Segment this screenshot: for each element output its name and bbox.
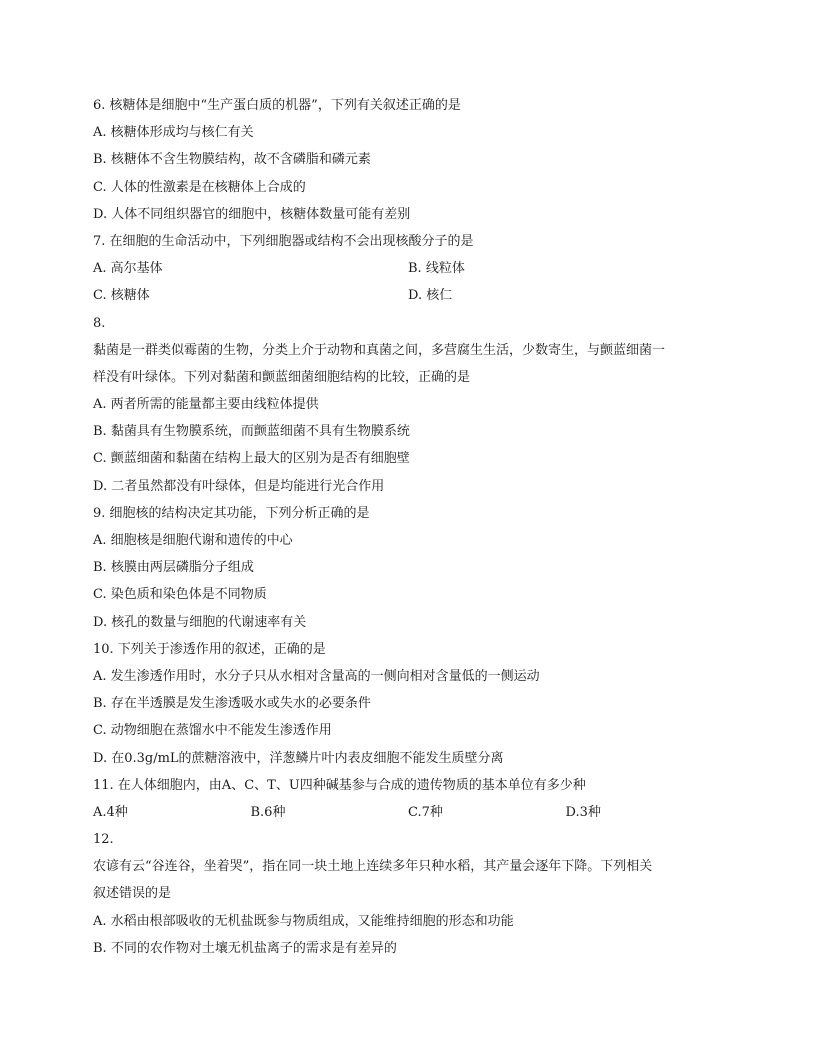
- question-7-options-row-1: [93, 255, 723, 282]
- question-7-stem: 7. 在细胞的生命活动中，下列细胞器或结构不会出现核酸分子的是: [93, 233, 474, 249]
- question-8-stem-line-1: 黏菌是一群类似霉菌的生物，分类上介于动物和真菌之间，多营腐生生活，少数寄生，与颤蓝细菌一: [93, 342, 666, 358]
- question-8-option-b: B. 黏菌具有生物膜系统，而颤蓝细菌不具有生物膜系统: [93, 424, 410, 440]
- question-12-stem-line-2: 叙述错误的是: [93, 886, 172, 902]
- question-6-option-b: B. 核糖体不含生物膜结构，故不含磷脂和磷元素: [93, 152, 371, 168]
- question-7-option-a: A. 高尔基体: [93, 261, 163, 277]
- question-11-option-c: C.7种: [408, 804, 443, 820]
- question-6-option-d: D. 人体不同组织器官的细胞中，核糖体数量可能有差别: [93, 206, 411, 222]
- question-6-stem: 6. 核糖体是细胞中“生产蛋白质的机器”，下列有关叙述正确的是: [93, 98, 461, 113]
- question-10-option-c: C. 动物细胞在蒸馏水中不能发生渗透作用: [93, 723, 332, 739]
- question-9-option-d: D. 核孔的数量与细胞的代谢速率有关: [93, 614, 307, 630]
- question-9-option-a: A. 细胞核是细胞代谢和遗传的中心: [93, 533, 293, 548]
- question-8-option-a: A. 两者所需的能量都主要由线粒体提供: [93, 397, 319, 413]
- question-10-option-d: D. 在0.3g/mL的蔗糖溶液中，洋葱鳞片叶内表皮细胞不能发生质壁分离: [93, 750, 504, 766]
- question-11-option-b: B.6种: [250, 804, 286, 820]
- question-11-stem: 11. 在人体细胞内，由A、C、T、U四种碱基参与合成的遗传物质的基本单位有多少种: [93, 777, 586, 793]
- question-8-option-c: C. 颤蓝细菌和黏菌在结构上最大的区别为是否有细胞壁: [93, 451, 410, 467]
- question-7-option-c: C. 核糖体: [93, 288, 150, 304]
- question-10-stem: 10. 下列关于渗透作用的叙述，正确的是: [93, 641, 326, 657]
- exam-page: [93, 92, 723, 962]
- question-6-option-a: A. 核糖体形成均与核仁有关: [93, 125, 254, 141]
- question-7-option-b: B. 线粒体: [408, 261, 465, 277]
- question-8-number: 8.: [93, 315, 106, 331]
- question-10-option-a: A. 发生渗透作用时，水分子只从水相对含量高的一侧向相对含量低的一侧运动: [93, 668, 540, 684]
- question-7-option-d: D. 核仁: [408, 288, 453, 304]
- question-8-stem-line-2: 样没有叶绿体。下列对黏菌和颤蓝细菌细胞结构的比较，正确的是: [93, 369, 471, 385]
- question-6-option-c: C. 人体的性激素是在核糖体上合成的: [93, 179, 306, 195]
- question-9-stem: 9. 细胞核的结构决定其功能，下列分析正确的是: [93, 505, 370, 521]
- question-12-stem-line-1: 农谚有云“谷连谷，坐着哭”，指在同一块土地上连续多年只种水稻，其产量会逐年下降。下列相关: [93, 859, 653, 875]
- question-9-option-b: B. 核膜由两层磷脂分子组成: [93, 560, 254, 576]
- question-8-option-d: D. 二者虽然都没有叶绿体，但是均能进行光合作用: [93, 478, 385, 494]
- question-9-option-c: C. 染色质和染色体是不同物质: [93, 587, 267, 603]
- question-12-option-a: A. 水稻由根部吸收的无机盐既参与物质组成，又能维持细胞的形态和功能: [93, 913, 514, 929]
- question-7-options-row-2: [93, 282, 723, 309]
- question-12-number: 12.: [93, 832, 114, 848]
- question-11-options-row: [93, 799, 723, 826]
- question-12-option-b: B. 不同的农作物对土壤无机盐离子的需求是有差异的: [93, 940, 397, 956]
- question-10-option-b: B. 存在半透膜是发生渗透吸水或失水的必要条件: [93, 696, 371, 712]
- question-11-option-a: A.4种: [93, 804, 128, 820]
- question-11-option-d: D.3种: [565, 804, 601, 820]
